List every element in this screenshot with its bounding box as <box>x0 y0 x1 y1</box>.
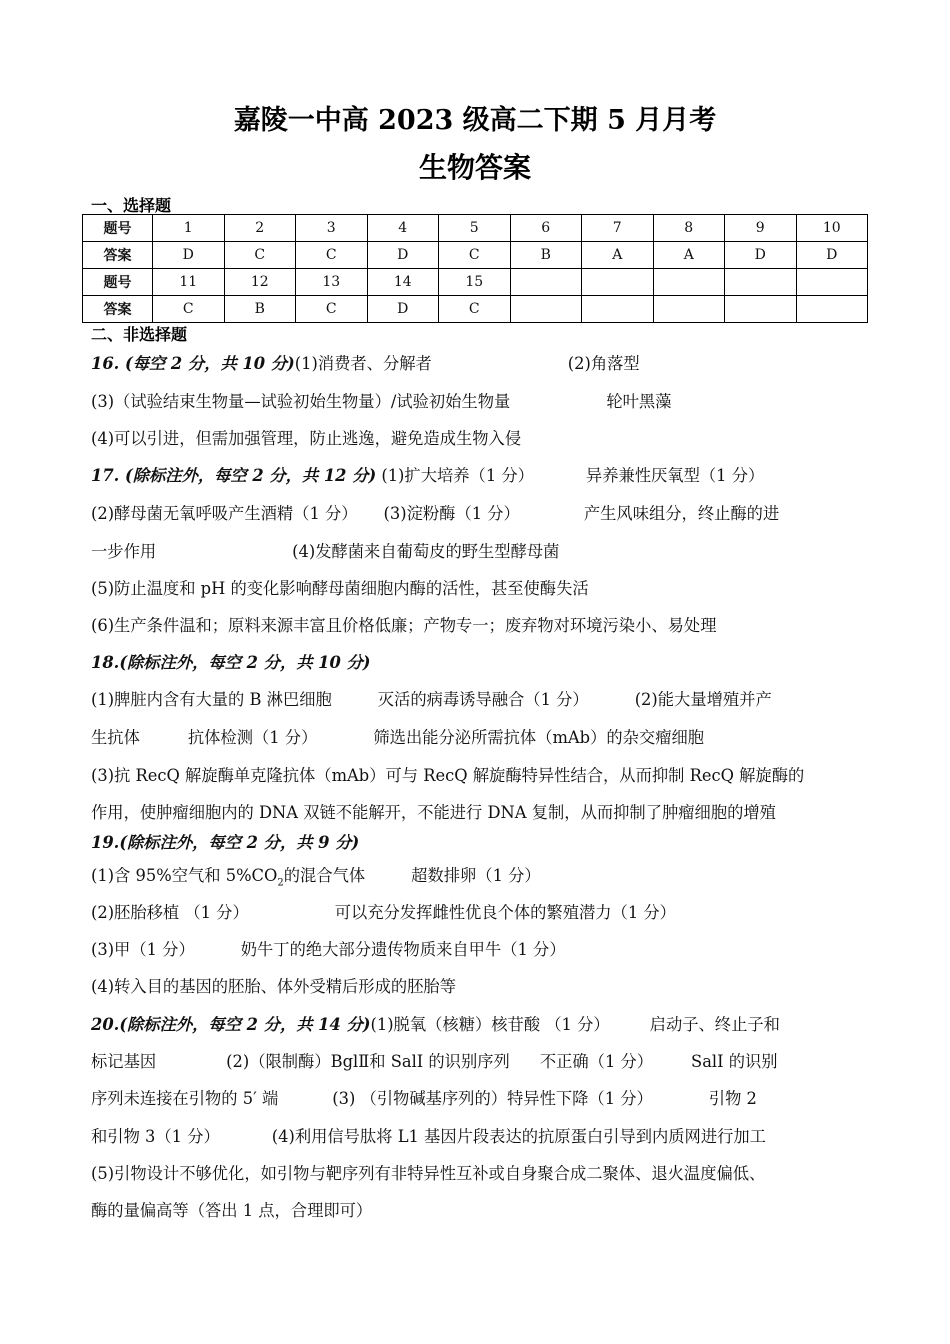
table-cell: D <box>796 242 868 269</box>
answer-text: 抗体检测（1 分） <box>187 728 318 747</box>
answer-text: (1)脾脏内含有大量的 B 淋巴细胞 <box>91 690 332 709</box>
page-subtitle: 生物答案 <box>418 151 531 184</box>
q18-line-4 <box>91 762 871 786</box>
q20-line-2 <box>91 1048 871 1072</box>
section-heading-nonchoice: 二、非选择题 <box>91 325 188 344</box>
q20-line-5 <box>91 1160 871 1184</box>
answer-text: (5)防止温度和 pH 的变化影响酵母菌细胞内酶的活性，甚至使酶失活 <box>91 579 589 598</box>
answer-text: (2)（限制酶）BglⅡ和 SalI 的识别序列 <box>226 1052 510 1071</box>
answer-text: (4)转入目的基因的胚胎、体外受精后形成的胚胎等 <box>91 977 456 996</box>
table-cell <box>796 296 868 323</box>
q16-line-1 <box>91 350 871 374</box>
q18-line-5 <box>91 799 871 823</box>
answer-text: 的混合气体 <box>283 866 366 885</box>
q17-line-5 <box>91 612 871 636</box>
table-cell: 7 <box>582 215 654 242</box>
table-cell <box>582 269 654 296</box>
table-cell: B <box>224 296 296 323</box>
q19-line-1 <box>91 829 871 853</box>
q16-line-2 <box>91 388 871 412</box>
answer-text: 超数排卵（1 分） <box>411 866 541 885</box>
table-cell: A <box>582 242 654 269</box>
table-cell <box>653 296 725 323</box>
answer-text: (4)发酵菌来自葡萄皮的野生型酵母菌 <box>292 542 560 561</box>
answer-text: (5)引物设计不够优化，如引物与靶序列有非特异性互补或自身聚合成二聚体、退火温度偏低、 <box>91 1164 766 1183</box>
q20-line-1 <box>91 1011 871 1035</box>
table-cell <box>725 269 797 296</box>
answer-text: (4)利用信号肽将 L1 基因片段表达的抗原蛋白引导到内质网进行加工 <box>271 1127 766 1146</box>
answer-text: (1)含 95%空气和 5%CO <box>91 866 278 885</box>
table-cell: 5 <box>439 215 511 242</box>
answer-text: (2)角落型 <box>567 354 640 373</box>
answer-text: 引物 2 <box>708 1089 757 1108</box>
answer-text: 生抗体 <box>91 728 140 747</box>
answer-text: 酶的量偏高等（答出 1 点，合理即可） <box>91 1201 373 1220</box>
table-cell: 3 <box>296 215 368 242</box>
table-cell: 11 <box>153 269 225 296</box>
table-cell: 13 <box>296 269 368 296</box>
q19-line-4 <box>91 936 871 960</box>
table-row <box>83 242 868 269</box>
table-cell <box>510 269 582 296</box>
table-cell <box>725 296 797 323</box>
answer-text: (6)生产条件温和；原料来源丰富且价格低廉；产物专一；废弃物对环境污染小、易处理 <box>91 616 717 635</box>
q19-line-3 <box>91 899 871 923</box>
q19-line-5 <box>91 973 871 997</box>
answer-text: (3)（试验结束生物量—试验初始生物量）/试验初始生物量 <box>91 392 511 411</box>
q18-line-3 <box>91 724 871 748</box>
q18-line-1 <box>91 649 871 673</box>
answer-text: (2)能大量增殖并产 <box>634 690 772 709</box>
table-cell: 8 <box>653 215 725 242</box>
table-cell: C <box>439 296 511 323</box>
subscript: 2 <box>277 877 284 889</box>
q17-line-2 <box>91 500 871 524</box>
table-cell <box>510 296 582 323</box>
table-cell: 12 <box>224 269 296 296</box>
q17-line-1 <box>91 462 871 486</box>
answer-text: 奶牛丁的绝大部分遗传物质来自甲牛（1 分） <box>240 940 566 959</box>
q17-line-3 <box>91 538 871 562</box>
table-row <box>83 296 868 323</box>
table-cell <box>796 269 868 296</box>
answer-text: 不正确（1 分） <box>539 1052 654 1071</box>
answer-text: (1)消费者、分解者 <box>294 354 432 373</box>
answer-text: (2)酵母菌无氧呼吸产生酒精（1 分） <box>91 504 358 523</box>
answer-text: (3)甲（1 分） <box>91 940 195 959</box>
q18-line-2 <box>91 686 871 710</box>
table-cell: C <box>439 242 511 269</box>
answer-text: 产生风味组分，终止酶的进 <box>583 504 780 523</box>
q20-line-3 <box>91 1085 871 1109</box>
answer-text: (2)胚胎移植 （1 分） <box>91 903 249 922</box>
answer-text: 灭活的病毒诱导融合（1 分） <box>377 690 589 709</box>
answer-text: (3)抗 RecQ 解旋酶单克隆抗体（mAb）可与 RecQ 解旋酶特异性结合，从而抑制 RecQ 解旋酶的 <box>91 766 805 785</box>
answer-text: (4)可以引进，但需加强管理，防止逃逸，避免造成生物入侵 <box>91 429 522 448</box>
table-cell: D <box>725 242 797 269</box>
answer-text: SalI 的识别 <box>691 1052 778 1071</box>
answer-text: 和引物 3（1 分） <box>91 1127 220 1146</box>
answer-text: 序列未连接在引物的 5′ 端 <box>91 1089 279 1108</box>
table-row <box>83 215 868 242</box>
table-cell: 15 <box>439 269 511 296</box>
q20-line-6 <box>91 1197 871 1221</box>
q20-line-4 <box>91 1123 871 1147</box>
q16-line-3 <box>91 425 871 449</box>
answer-text: (1)脱氧（核糖）核苷酸 （1 分） <box>370 1015 610 1034</box>
section-heading-choice: 一、选择题 <box>91 196 172 215</box>
table-cell: 2 <box>224 215 296 242</box>
table-cell: A <box>653 242 725 269</box>
table-cell: C <box>296 296 368 323</box>
table-cell: D <box>367 296 439 323</box>
page-title: 嘉陵一中高 2023 级高二下期 5 月月考 <box>233 105 717 136</box>
table-cell: 14 <box>367 269 439 296</box>
row-label: 题号 <box>83 269 153 296</box>
table-cell: 1 <box>153 215 225 242</box>
answer-text: 作用，使肿瘤细胞内的 DNA 双链不能解开，不能进行 DNA 复制，从而抑制了肿瘤细胞的增殖 <box>91 803 776 822</box>
table-cell: B <box>510 242 582 269</box>
table-cell: D <box>367 242 439 269</box>
table-cell: 9 <box>725 215 797 242</box>
table-cell <box>582 296 654 323</box>
row-label: 答案 <box>83 296 153 323</box>
row-label: 答案 <box>83 242 153 269</box>
answer-text: 一步作用 <box>91 542 157 561</box>
question-heading: 20.(除标注外，每空 2 分，共 14 分) <box>91 1015 371 1034</box>
answer-text: (3)淀粉酶（1 分） <box>383 504 520 523</box>
answer-text: 标记基因 <box>91 1052 157 1071</box>
answer-text: 异养兼性厌氧型（1 分） <box>585 466 765 485</box>
question-heading: 19.(除标注外，每空 2 分，共 9 分) <box>91 833 360 852</box>
question-heading: 16. (每空 2 分，共 10 分) <box>91 354 295 373</box>
table-cell: 4 <box>367 215 439 242</box>
answer-text: 启动子、终止子和 <box>649 1015 780 1034</box>
q19-line-2 <box>91 862 871 888</box>
answer-table <box>82 214 868 323</box>
answer-text: (1)扩大培养（1 分） <box>381 466 534 485</box>
table-cell: C <box>224 242 296 269</box>
answer-text: 筛选出能分泌所需抗体（mAb）的杂交瘤细胞 <box>373 728 705 747</box>
answer-text: (3) （引物碱基序列的）特异性下降（1 分） <box>332 1089 653 1108</box>
question-heading: 18.(除标注外，每空 2 分，共 10 分) <box>91 653 371 672</box>
table-cell: 10 <box>796 215 868 242</box>
q17-line-4 <box>91 575 871 599</box>
table-row <box>83 269 868 296</box>
row-label: 题号 <box>83 215 153 242</box>
table-cell: C <box>296 242 368 269</box>
table-cell <box>653 269 725 296</box>
table-cell: D <box>153 242 225 269</box>
answer-text: 轮叶黑藻 <box>606 392 672 411</box>
table-cell: C <box>153 296 225 323</box>
question-heading: 17. (除标注外，每空 2 分，共 12 分) <box>91 466 377 485</box>
table-cell: 6 <box>510 215 582 242</box>
answer-text: 可以充分发挥雌性优良个体的繁殖潜力（1 分） <box>334 903 676 922</box>
